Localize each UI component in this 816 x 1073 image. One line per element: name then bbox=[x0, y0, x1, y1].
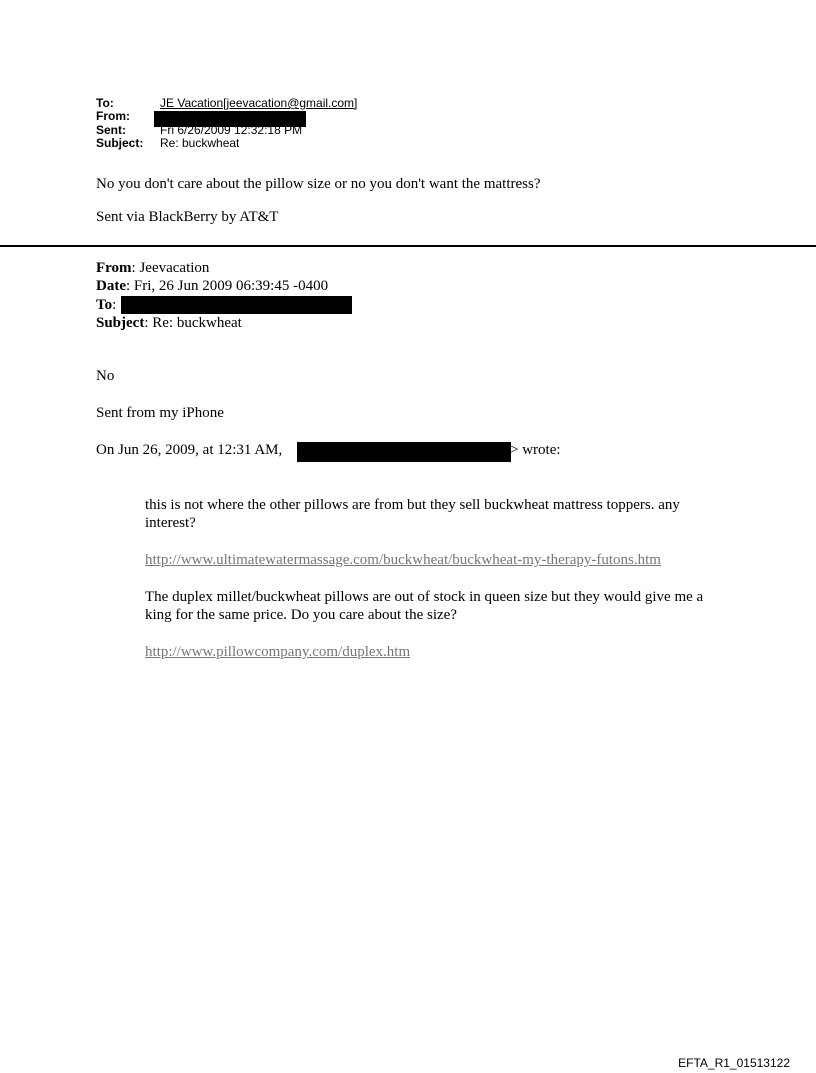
reply-body: No you don't care about the pillow size or no you don't want the mattress? bbox=[96, 176, 541, 192]
redaction-fwd-to bbox=[121, 296, 352, 314]
fwd-date-row bbox=[96, 277, 328, 295]
fwd-from-row bbox=[96, 259, 209, 277]
sent-value: Fri 6/26/2009 12:32:18 PM bbox=[160, 123, 303, 137]
fwd-to-value: : bbox=[112, 297, 117, 313]
duplex-pillow-link[interactable]: http://www.pillowcompany.com/duplex.htm bbox=[145, 644, 411, 660]
fwd-date-label: Date bbox=[96, 278, 126, 294]
header-to-row bbox=[96, 97, 357, 110]
fwd-from-value: : Jeevacation bbox=[131, 260, 210, 276]
to-value[interactable]: JE Vacation[jeevacation@gmail.com] bbox=[160, 96, 358, 110]
fwd-subject-row bbox=[96, 314, 242, 332]
quoted-paragraph-1: this is not where the other pillows are from but they sell buckwheat mattress toppers. any interest? bbox=[145, 497, 680, 531]
mattress-topper-link[interactable]: http://www.ultimatewatermassage.com/buckwheat/buckwheat-my-therapy-futons.htm bbox=[145, 552, 661, 568]
message-divider bbox=[0, 245, 816, 247]
reply-signature: Sent via BlackBerry by AT&T bbox=[96, 209, 279, 225]
header-subject-row bbox=[96, 137, 239, 150]
fwd-date-value: : Fri, 26 Jun 2009 06:39:45 -0400 bbox=[126, 278, 329, 294]
subject-value: Re: buckwheat bbox=[160, 136, 240, 150]
from-label: From: bbox=[96, 109, 130, 123]
quoted-paragraph-2: The duplex millet/buckwheat pillows are out of stock in queen size but they would give me a king for the same price. Do you care about the size? bbox=[145, 589, 704, 623]
redaction-attribution bbox=[297, 442, 511, 462]
fwd-to-row bbox=[96, 296, 116, 314]
header-from-row bbox=[96, 110, 160, 123]
quoted-link-1-row bbox=[145, 551, 725, 569]
document-id: EFTA_R1_01513122 bbox=[678, 1056, 790, 1070]
fwd-from-label: From bbox=[96, 260, 132, 276]
subject-label: Subject: bbox=[96, 136, 144, 150]
to-label: To: bbox=[96, 96, 114, 110]
quoted-link-2-row bbox=[145, 643, 725, 661]
attribution-suffix: > wrote: bbox=[510, 442, 561, 458]
fwd-subject-value: : Re: buckwheat bbox=[144, 315, 242, 331]
fwd-signature: Sent from my iPhone bbox=[96, 405, 224, 421]
fwd-to-label: To bbox=[96, 297, 113, 313]
fwd-subject-label: Subject bbox=[96, 315, 145, 331]
fwd-body: No bbox=[96, 368, 115, 384]
attribution-prefix: On Jun 26, 2009, at 12:31 AM, bbox=[96, 442, 283, 458]
sent-label: Sent: bbox=[96, 123, 126, 137]
